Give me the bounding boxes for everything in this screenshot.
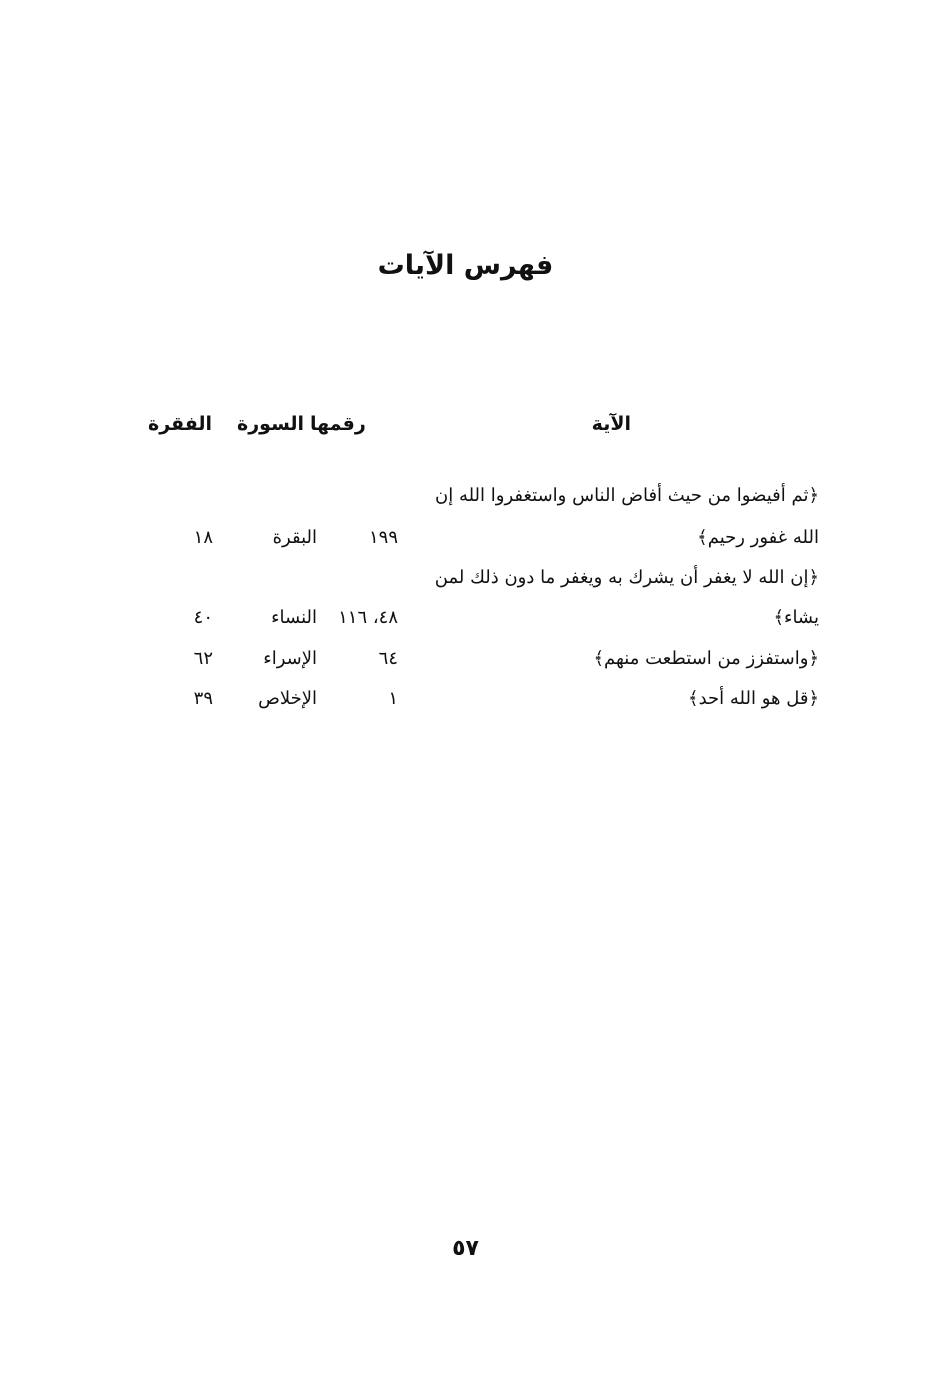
page-number: ٥٧	[452, 1236, 479, 1261]
index-row	[0, 485, 931, 525]
verse-number: ١٩٩	[368, 527, 398, 548]
index-row	[0, 567, 931, 607]
index-row	[0, 607, 931, 647]
verse-number: ١	[388, 688, 398, 709]
verse-text: ﴿إن الله لا يغفر أن يشرك به ويغفر ما دون ذلك لمن	[434, 567, 819, 588]
surah-name: البقرة	[272, 527, 317, 548]
verse-text: يشاء﴾	[773, 607, 819, 628]
surah-name: النساء	[271, 607, 317, 628]
verse-text: ﴿ثم أفيضوا من حيث أفاض الناس واستغفروا الله إن	[435, 485, 819, 506]
index-row	[0, 527, 931, 567]
surah-name: الإخلاص	[258, 688, 317, 709]
page-title: فهرس الآيات	[377, 250, 554, 281]
paragraph-number: ١٨	[193, 527, 213, 548]
verse-number: ٦٤	[378, 648, 398, 669]
column-header-verse: الآية	[591, 413, 631, 435]
paragraph-number: ٤٠	[193, 607, 213, 628]
index-row	[0, 648, 931, 688]
paragraph-number: ٣٩	[193, 688, 213, 709]
column-header-surah: السورة	[237, 413, 305, 435]
verse-text: الله غفور رحيم﴾	[697, 527, 819, 548]
index-row	[0, 688, 931, 728]
paragraph-number: ٦٢	[193, 648, 213, 669]
verse-number: ٤٨، ١١٦	[338, 607, 398, 628]
column-header-number: رقمها	[310, 413, 366, 435]
verse-text: ﴿قل هو الله أحد﴾	[688, 688, 819, 709]
surah-name: الإسراء	[263, 648, 317, 669]
column-header-paragraph: الفقرة	[148, 413, 213, 435]
verse-text: ﴿واستفزز من استطعت منهم﴾	[593, 648, 819, 669]
